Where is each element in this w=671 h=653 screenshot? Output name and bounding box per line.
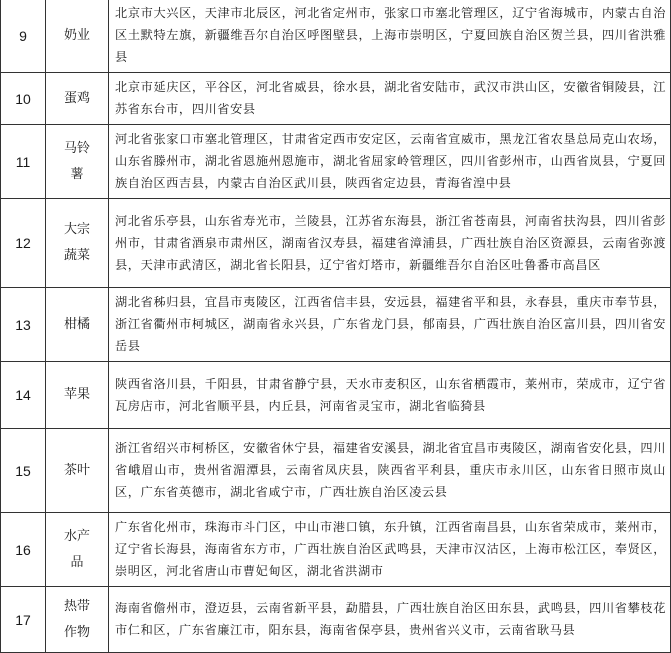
- category-text: 水产品: [63, 528, 90, 570]
- row-areas: 北京市延庆区，平谷区，河北省威县，徐水县，湖北省安陆市，武汉市洪山区，安徽省铜陵县，江苏省东台市，四川省安县: [109, 73, 671, 125]
- row-areas: 陕西省洛川县，千阳县，甘肃省静宁县，天水市麦积区，山东省栖霞市，莱州市，荣成市，辽宁省瓦房店市，河北省顺平县，内丘县，河南省灵宝市，湖北省临猗县: [109, 362, 671, 429]
- category-text: 柑橘: [63, 316, 90, 332]
- table-row: [1, 73, 671, 125]
- category-text: 奶业: [63, 27, 90, 43]
- category-text: 大宗蔬菜: [63, 222, 90, 263]
- row-category: [46, 0, 109, 73]
- row-areas: 河北省乐亭县，山东省寿光市，兰陵县，江苏省东海县，浙江省苍南县，河南省扶沟县，四川省彭州市，甘肃省酒泉市肃州区，湖南省汉寿县，福建省漳浦县，广西壮族自治区资源县，云南省弥渡县，天津市武清区，湖北省长阳县，辽宁省灯塔市，新疆维吾尔自治区吐鲁番市高昌区: [109, 199, 671, 288]
- row-areas: 北京市大兴区，天津市北辰区，河北省定州市，张家口市塞北管理区，辽宁省海城市，内蒙古自治区土默特左旗，新疆维吾尔自治区呼图壁县，上海市崇明区，宁夏回族自治区贺兰县，四川省洪雅县: [109, 0, 671, 73]
- category-text: 茶叶: [63, 462, 90, 478]
- row-number: 15: [1, 429, 46, 513]
- row-category: [46, 73, 109, 125]
- row-number: 17: [1, 587, 46, 653]
- table-row: [1, 429, 671, 513]
- row-number: 16: [1, 513, 46, 587]
- row-areas: 湖北省秭归县，宜昌市夷陵区，江西省信丰县，安远县，福建省平和县，永春县，重庆市奉节县，浙江省衢州市柯城区，湖南省永兴县，广东省龙门县，郁南县，广西壮族自治区富川县，四川省安岳县: [109, 288, 671, 362]
- category-text: 马铃薯: [63, 140, 90, 182]
- category-text: 热带作物: [63, 598, 90, 640]
- row-areas: 海南省儋州市，澄迈县，云南省新平县，勐腊县，广西壮族自治区田东县，武鸣县，四川省攀枝花市仁和区，广东省廉江市，阳东县，海南省保亭县，贵州省兴义市，云南省耿马县: [109, 587, 671, 653]
- row-category: [46, 513, 109, 587]
- table-row: [1, 288, 671, 362]
- row-number: 12: [1, 199, 46, 288]
- table-row: [1, 587, 671, 653]
- row-number: 9: [1, 0, 46, 73]
- row-areas: 浙江省绍兴市柯桥区，安徽省休宁县，福建省安溪县，湖北省宜昌市夷陵区，湖南省安化县，四川省峨眉山市，贵州省湄潭县，云南省凤庆县，陕西省平利县，重庆市永川区，山东省日照市岚山区，广东省英德市，湖北省咸宁市，广西壮族自治区凌云县: [109, 429, 671, 513]
- row-category: [46, 199, 109, 288]
- row-category: [46, 125, 109, 199]
- category-text: 苹果: [63, 387, 90, 402]
- row-category: [46, 587, 109, 653]
- table-row: [1, 199, 671, 288]
- row-category: [46, 362, 109, 429]
- row-areas: 广东省化州市，珠海市斗门区，中山市港口镇，东升镇，江西省南昌县，山东省荣成市，莱州市，辽宁省长海县，海南省东方市，广西壮族自治区武鸣县，天津市汉沽区，上海市松江区，奉贤区，崇明区，河北省唐山市曹妃甸区，湖北省洪湖市: [109, 513, 671, 587]
- row-number: 14: [1, 362, 46, 429]
- row-category: [46, 429, 109, 513]
- row-number: 10: [1, 73, 46, 125]
- category-text: 蛋鸡: [63, 90, 90, 106]
- table-row: [1, 362, 671, 429]
- row-number: 11: [1, 125, 46, 199]
- table-row: [1, 125, 671, 199]
- row-number: 13: [1, 288, 46, 362]
- row-areas: 河北省张家口市塞北管理区，甘肃省定西市安定区，云南省宣威市，黑龙江省农垦总局克山农场，山东省滕州市，湖北省恩施州恩施市，湖北省屈家岭管理区，四川省彭州市，山西省岚县，宁夏回族自治区西吉县，内蒙古自治区武川县，陕西省定边县，青海省湟中县: [109, 125, 671, 199]
- table-row: [1, 0, 671, 73]
- table-row: [1, 513, 671, 587]
- row-category: [46, 288, 109, 362]
